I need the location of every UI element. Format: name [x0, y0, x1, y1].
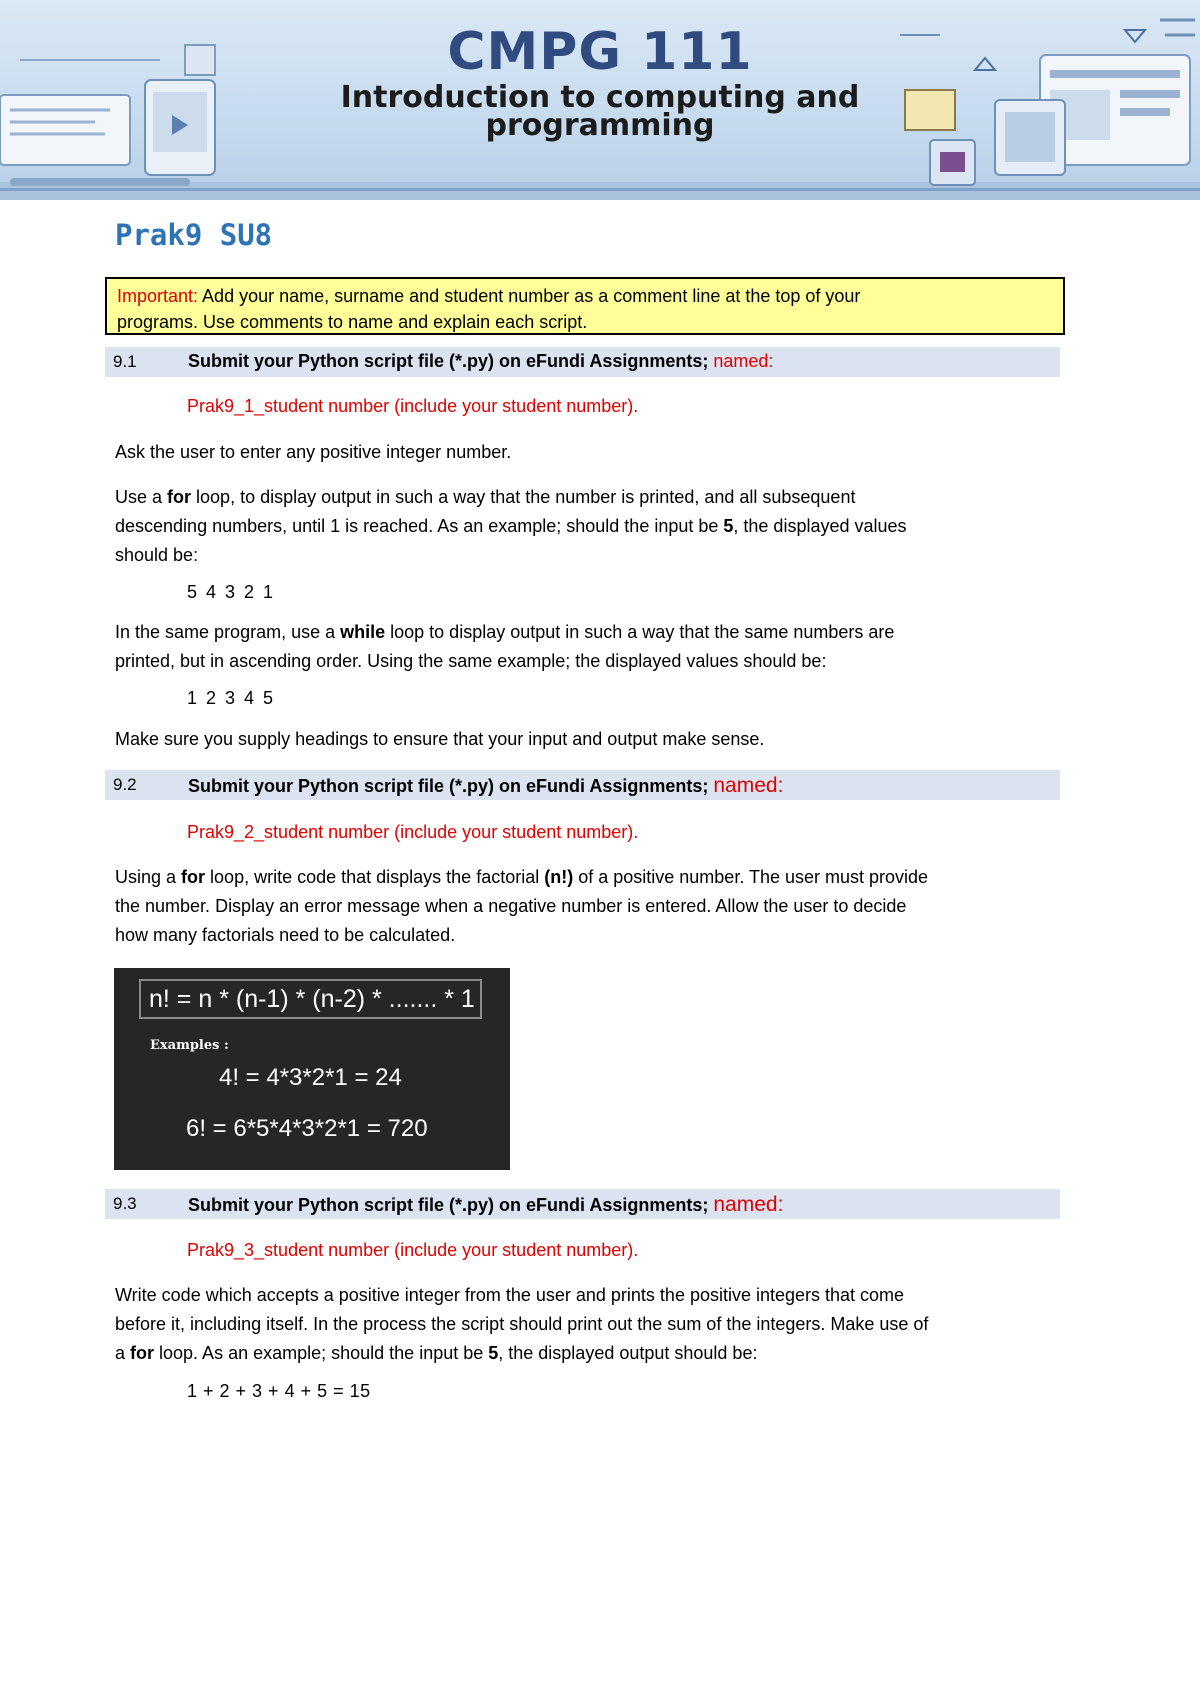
ascending-sequence: 1 2 3 4 5: [187, 688, 276, 708]
text: printed, but in ascending order. Using the same example; the displayed values should be:: [115, 651, 827, 671]
text: before it, including itself. In the process the script should print out the sum of the integers. Make use of: [115, 1314, 929, 1334]
text: loop. As an example; should the input be: [154, 1343, 489, 1363]
text: , the displayed output should be:: [498, 1343, 758, 1363]
banner-subtitle-line2: programming: [485, 108, 715, 143]
section-number: 9.2: [113, 775, 137, 794]
sum-example: 1 + 2 + 3 + 4 + 5 = 15: [187, 1381, 371, 1401]
text: should be:: [115, 545, 199, 565]
s1-ask: Ask the user to enter any positive integer number.: [115, 442, 512, 462]
section-heading-text: Submit your Python script file (*.py) on eFundi Assignments;: [188, 351, 714, 371]
keyword-for: for: [130, 1343, 155, 1363]
filename-9-2: Prak9_2_student number (include your student number).: [187, 822, 639, 842]
examples-label: Examples :: [150, 1038, 229, 1053]
text: a: [115, 1343, 131, 1363]
text: Use a: [115, 487, 168, 507]
descending-sequence: 5 4 3 2 1: [187, 582, 276, 602]
keyword-while: while: [340, 622, 386, 642]
section-heading-text: Submit your Python script file (*.py) on eFundi Assignments;: [188, 776, 714, 796]
section-header-9-2: [105, 770, 1060, 800]
named-label: named:: [713, 1193, 784, 1216]
banner-course-code: CMPG 111: [447, 22, 753, 82]
factorial-example-6: 6! = 6*5*4*3*2*1 = 720: [186, 1115, 428, 1142]
section-heading: [188, 1193, 783, 1217]
example-input: 5: [488, 1343, 499, 1363]
banner-subtitle-line1: Introduction to computing and: [340, 80, 860, 115]
important-label: Important:: [117, 286, 199, 306]
section-number: 9.1: [113, 352, 137, 371]
s1-while-loop-paragraph: [115, 618, 1065, 676]
important-text1: Add your name, surname and student number as a comment line at the top of your: [198, 286, 861, 306]
section-header-9-3: [105, 1189, 1060, 1219]
course-banner: [0, 0, 1200, 200]
important-notice: [105, 277, 1065, 335]
page-title: Prak9 SU8: [115, 218, 273, 252]
factorial-example-4: 4! = 4*3*2*1 = 24: [219, 1064, 402, 1091]
text: loop to display output in such a way that the same numbers are: [385, 622, 895, 642]
text: In the same program, use a: [115, 622, 341, 642]
s3-paragraph: [115, 1281, 1065, 1368]
text: Write code which accepts a positive integer from the user and prints the positive integers that come: [115, 1285, 905, 1305]
section-heading-text: Submit your Python script file (*.py) on eFundi Assignments;: [188, 1195, 714, 1215]
text: loop, to display output in such a way that the number is printed, and all subsequent: [191, 487, 856, 507]
keyword-for: for: [181, 867, 206, 887]
section-heading: [188, 351, 773, 372]
important-line1: [117, 283, 1053, 309]
section-number: 9.3: [113, 1194, 137, 1213]
example-input: 5: [723, 516, 734, 536]
s2-paragraph: [115, 863, 1065, 950]
text: of a positive number. The user must provide: [573, 867, 929, 887]
factorial-formula: n! = n * (n-1) * (n-2) * ....... * 1: [139, 979, 482, 1019]
factorial-notation: (n!): [544, 867, 574, 887]
text: loop, write code that displays the factorial: [205, 867, 545, 887]
filename-9-1: Prak9_1_student number (include your student number).: [187, 396, 639, 416]
text: descending numbers, until 1 is reached. As an example; should the input be: [115, 516, 724, 536]
text: Using a: [115, 867, 182, 887]
text: how many factorials need to be calculated.: [115, 925, 456, 945]
named-label: named:: [713, 774, 784, 797]
section-header-9-1: [105, 347, 1060, 377]
text: , the displayed values: [733, 516, 907, 536]
s1-for-loop-paragraph: [115, 483, 1065, 570]
factorial-example-image: [114, 968, 510, 1170]
s1-headings-note: Make sure you supply headings to ensure that your input and output make sense.: [115, 729, 765, 749]
text: the number. Display an error message when a negative number is entered. Allow the user to decide: [115, 896, 907, 916]
important-line2: programs. Use comments to name and explain each script.: [117, 312, 588, 332]
named-label: named:: [713, 351, 774, 371]
filename-9-3: Prak9_3_student number (include your student number).: [187, 1240, 639, 1260]
keyword-for: for: [167, 487, 192, 507]
section-heading: [188, 774, 783, 798]
